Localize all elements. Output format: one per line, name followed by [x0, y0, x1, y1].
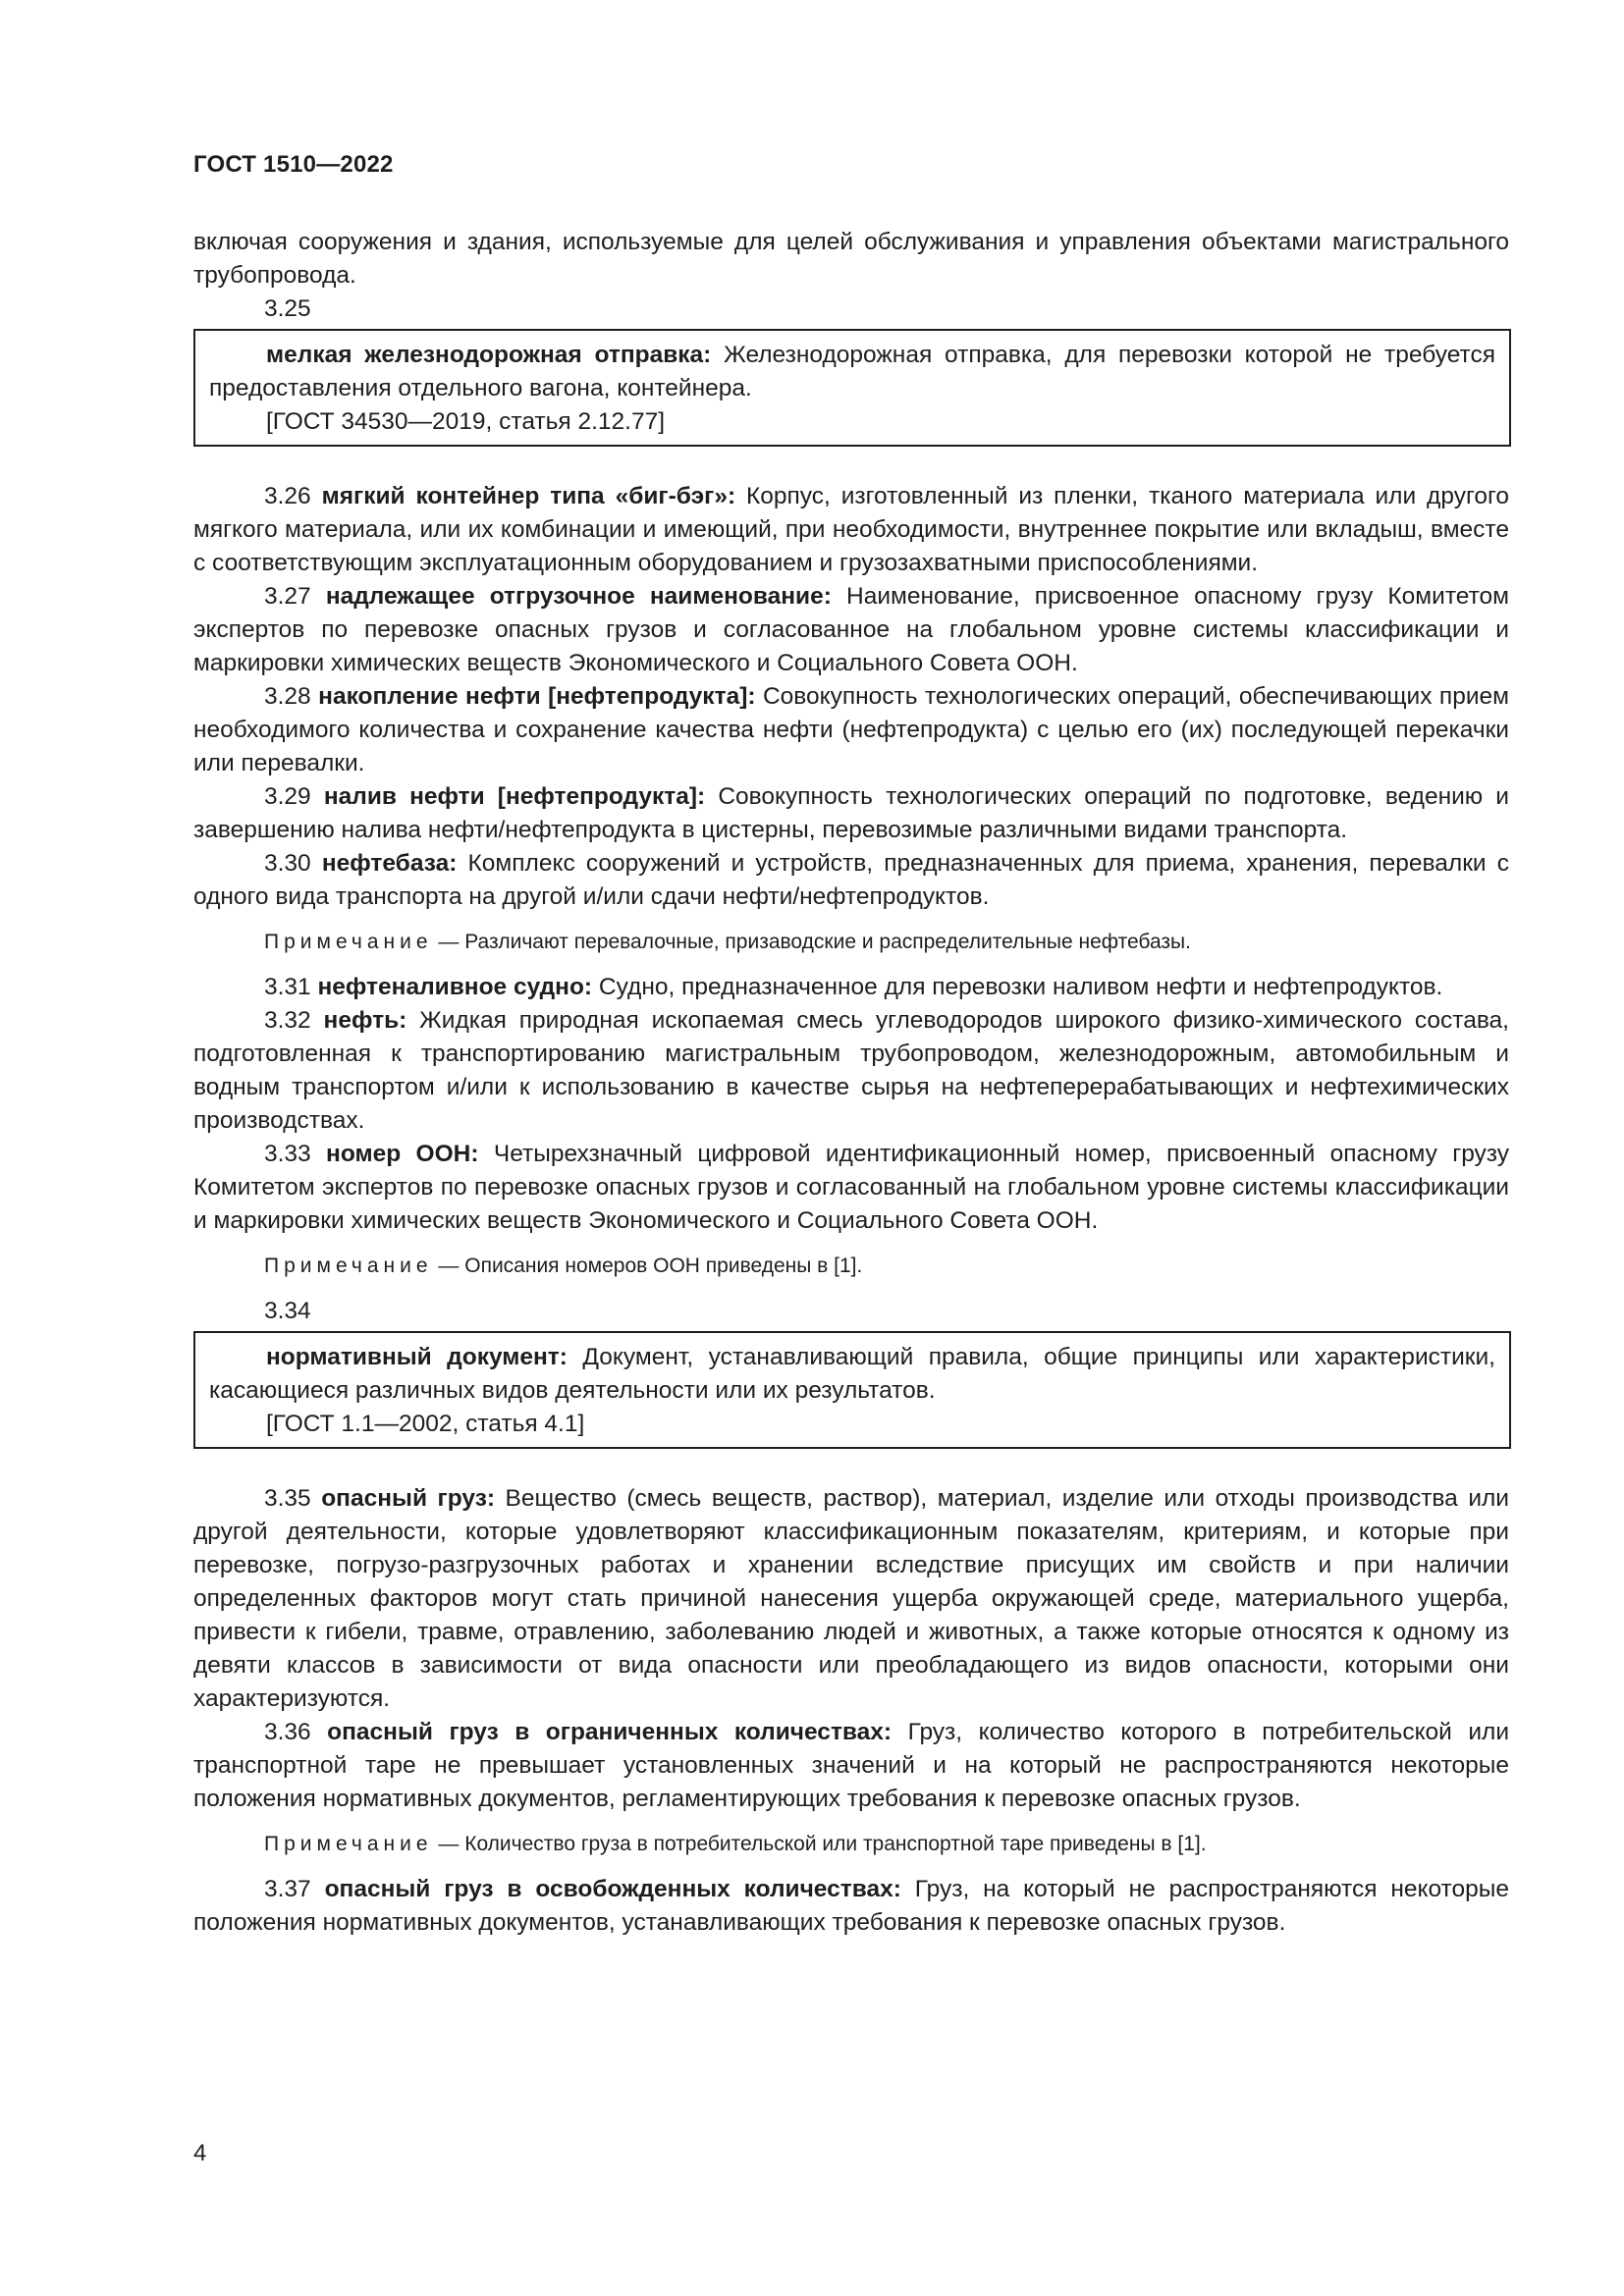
note: [193, 1252, 1509, 1281]
definition-text: Совокупность технологических операций, обеспечивающих прием необходимого количества и сохранение качества нефти (нефтепродукта) с целью его (их) последующей перекачки или перевалки.: [193, 683, 1509, 776]
definition-term: накопление нефти [нефтепродукта]:: [318, 683, 756, 710]
definition-number: 3.34: [264, 1298, 311, 1324]
definition-term: надлежащее отгрузочное наименование:: [325, 583, 832, 610]
definition-paragraph: [193, 780, 1509, 847]
definition-text: Жидкая природная ископаемая смесь углеводородов широкого физико-химического состава, подготовленная к транспортированию магистральным трубопроводом, железнодорожным, автомобильным и водным транспортом и/или к использованию в качестве сырья на нефтеперерабатывающих и нефтехимических производствах.: [193, 1007, 1509, 1134]
definition-term: опасный груз в ограниченных количествах:: [327, 1719, 893, 1745]
note: [193, 1830, 1509, 1859]
document-header: ГОСТ 1510—2022: [193, 151, 394, 178]
note-text: — Различают перевалочные, призаводские и распределительные нефтебазы.: [432, 931, 1191, 953]
definition-number: 3.27: [264, 583, 326, 610]
definition-source: [ГОСТ 34530—2019, статья 2.12.77]: [266, 408, 666, 435]
definition-term: мягкий контейнер типа «биг-бэг»:: [321, 483, 736, 509]
definition-number: 3.26: [264, 483, 322, 509]
definition-paragraph: [193, 480, 1509, 580]
definition-number: 3.36: [264, 1719, 328, 1745]
definition-term: нефть:: [323, 1007, 407, 1034]
definition-text: Совокупность технологических операций по подготовке, ведению и завершению налива нефти/нефтепродукта в цистерны, перевозимые различными видами транспорта.: [193, 783, 1509, 843]
definition-paragraph: [193, 1482, 1509, 1716]
definition-paragraph: [193, 1004, 1509, 1138]
definition-text: Документ, устанавливающий правила, общие принципы или характеристики, касающиеся различных видов деятельности или их результатов.: [209, 1344, 1495, 1404]
definition-number: 3.31: [264, 974, 318, 1000]
definition-text: Наименование, присвоенное опасному грузу Комитетом экспертов по перевозке опасных грузов и согласованное на глобальном уровне системы классификации и маркировки химических веществ Экономического и Социального Совета ООН.: [193, 583, 1509, 676]
definition-term: нефтебаза:: [321, 850, 458, 877]
definition-text: Груз, количество которого в потребительской или транспортной таре не превышает установленных значений и на который не распространяются некоторые положения нормативных документов, регламентирующих требования к перевозке опасных грузов.: [193, 1719, 1510, 1812]
definition-text: Груз, на который не распространяются некоторые положения нормативных документов, устанавливающих требования к перевозке опасных грузов.: [193, 1876, 1509, 1936]
page-content: [193, 226, 1509, 1940]
quoted-definition-box: [193, 1331, 1511, 1449]
definition-number: 3.29: [264, 783, 324, 810]
definition-paragraph: [193, 1138, 1509, 1238]
definition-term: опасный груз:: [321, 1485, 496, 1512]
definition-text: Вещество (смесь веществ, раствор), материал, изделие или отходы производства или другой деятельности, которые удовлетворяют классификационным показателям, критериям, и которые при перевозке, погрузо-разгрузочных работах и хранении вследствие присущих им свойств и при наличии определенных факторов могут стать причиной нанесения ущерба окружающей среде, материального ущерба, привести к гибели, травме, отравлению, заболеванию людей и животных, а также которые относятся к одному из девяти классов в зависимости от вида опасности или преобладающего из видов опасности, которыми они характеризуются.: [193, 1485, 1509, 1712]
definition-number: 3.35: [264, 1485, 322, 1512]
definition-text: Корпус, изготовленный из пленки, тканого материала или другого мягкого материала, или их комбинации и имеющий, при необходимости, внутреннее покрытие или вкладыш, вместе с соответствующим эксплуатационным оборудованием и грузозахватными приспособлениями.: [193, 483, 1509, 576]
definition-number: 3.28: [264, 683, 319, 710]
note-text: — Описания номеров ООН приведены в [1].: [432, 1255, 863, 1277]
note: [193, 928, 1509, 957]
definition-number: 3.25: [264, 295, 311, 322]
definition-text: Судно, предназначенное для перевозки наливом нефти и нефтепродуктов.: [592, 974, 1443, 1000]
definition-text: Комплекс сооружений и устройств, предназначенных для приема, хранения, перевалки с одного вида транспорта на другой и/или сдачи нефти/нефтепродуктов.: [193, 850, 1510, 910]
definition-paragraph: [193, 580, 1509, 680]
definition-term: нефтеналивное судно:: [317, 974, 593, 1000]
definition-paragraph: [193, 1716, 1509, 1816]
definition-paragraph: [193, 847, 1509, 914]
definition-number: 3.37: [264, 1876, 325, 1902]
definition-term: нормативный документ:: [266, 1344, 568, 1370]
definition-number: 3.33: [264, 1141, 327, 1167]
continued-paragraph: включая сооружения и здания, используемые для целей обслуживания и управления объектами магистрального трубопровода.: [193, 229, 1509, 289]
definition-text: Четырехзначный цифровой идентификационный номер, присвоенный опасному грузу Комитетом экспертов по перевозке опасных грузов и согласованный на глобальном уровне системы классификации и маркировки химических веществ Экономического и Социального Совета ООН.: [193, 1141, 1510, 1234]
definition-paragraph: [193, 971, 1509, 1004]
definition-number: 3.30: [264, 850, 322, 877]
definition-source: [ГОСТ 1.1—2002, статья 4.1]: [266, 1411, 585, 1437]
definition-paragraph: [193, 1873, 1509, 1940]
page-number: 4: [193, 2140, 207, 2166]
note-text: — Количество груза в потребительской или транспортной таре приведены в [1].: [432, 1833, 1207, 1855]
definition-term: опасный груз в освобожденных количествах:: [324, 1876, 901, 1902]
definition-term: налив нефти [нефтепродукта]:: [323, 783, 706, 810]
definition-term: номер ООН:: [326, 1141, 479, 1167]
definition-paragraph: [209, 1341, 1495, 1408]
definition-paragraph: [209, 339, 1495, 405]
note-label: Примечание: [264, 931, 433, 953]
definition-text: Железнодорожная отправка, для перевозки которой не требуется предоставления отдельного вагона, контейнера.: [209, 342, 1495, 401]
note-label: Примечание: [264, 1833, 433, 1855]
definition-paragraph: [193, 680, 1509, 780]
note-label: Примечание: [264, 1255, 433, 1277]
definition-term: мелкая железнодорожная отправка:: [266, 342, 712, 368]
definition-number: 3.32: [264, 1007, 324, 1034]
quoted-definition-box: [193, 329, 1511, 447]
